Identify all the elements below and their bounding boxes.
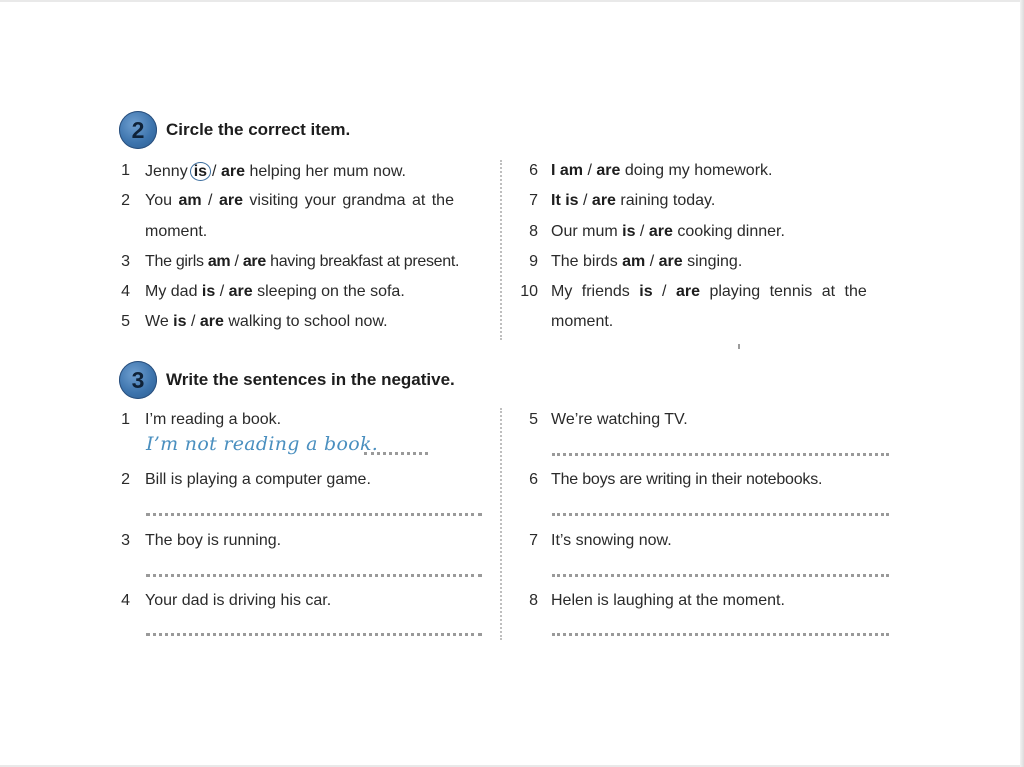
option-separator: /	[639, 223, 645, 240]
item-text	[145, 162, 406, 181]
exercise-2-header	[119, 111, 350, 149]
option-2[interactable]: are	[218, 192, 243, 209]
option-2[interactable]: are	[596, 162, 621, 179]
exercise-2-item-10-continuation: moment.	[551, 313, 614, 330]
item-text	[145, 253, 459, 271]
item-subject: You	[145, 192, 172, 209]
option-1[interactable]: It is	[551, 192, 579, 209]
item-number: 5	[529, 411, 538, 428]
item-sentence: The boys are writing in their notebooks.	[551, 471, 823, 488]
item-text	[551, 162, 772, 180]
item-text	[551, 192, 715, 210]
item-rest: playing tennis at the	[709, 283, 867, 300]
item-number: 2	[121, 471, 130, 488]
exercise-3-number-badge: 3	[119, 361, 157, 399]
option-2[interactable]: are	[220, 163, 245, 180]
answer-line-1[interactable]	[364, 452, 428, 455]
item-sentence: Bill is playing a computer game.	[145, 471, 371, 488]
item-subject: The girls	[145, 253, 204, 270]
option-1[interactable]: is	[201, 283, 216, 300]
answer-line-8[interactable]	[552, 633, 889, 636]
option-2[interactable]: are	[242, 253, 266, 270]
item-text	[551, 283, 867, 301]
item-rest: raining today.	[620, 192, 716, 209]
exercise-2-number-badge: 2	[119, 111, 157, 149]
answer-line-2[interactable]	[146, 513, 482, 516]
item-rest: walking to school now.	[228, 313, 388, 330]
option-separator: /	[649, 253, 655, 270]
print-speck	[738, 344, 740, 349]
exercise-3-title: Write the sentences in the negative.	[166, 370, 455, 389]
item-sentence: It’s snowing now.	[551, 532, 672, 549]
item-rest: doing my homework.	[624, 162, 773, 179]
frame-right-border	[1020, 0, 1024, 767]
option-separator: /	[234, 253, 239, 270]
item-rest: helping her mum now.	[249, 163, 406, 180]
option-1[interactable]: am	[622, 253, 646, 270]
answer-line-5[interactable]	[552, 453, 889, 456]
item-subject: My dad	[145, 283, 198, 300]
item-text	[145, 283, 405, 301]
option-1[interactable]: I am	[551, 162, 584, 179]
item-text	[145, 313, 388, 331]
exercise-2-item-2-continuation: moment.	[145, 223, 208, 240]
item-rest: visiting your grandma at the	[249, 192, 454, 209]
option-1: is	[193, 163, 208, 180]
item-number: 6	[529, 471, 538, 488]
item-text	[551, 223, 785, 241]
option-2[interactable]: are	[675, 283, 700, 300]
answer-line-4[interactable]	[146, 633, 482, 636]
example-answer-handwriting: I’m not reading a book.	[146, 433, 379, 455]
option-2[interactable]: are	[228, 283, 253, 300]
option-2[interactable]: are	[658, 253, 683, 270]
item-number: 4	[121, 283, 130, 300]
item-rest: sleeping on the sofa.	[257, 283, 405, 300]
answer-line-6[interactable]	[552, 513, 889, 516]
item-number: 4	[121, 592, 130, 609]
item-sentence: Helen is laughing at the moment.	[551, 592, 785, 609]
item-number: 8	[529, 223, 538, 240]
item-number: 9	[529, 253, 538, 270]
option-1[interactable]: am	[178, 192, 202, 209]
frame-top-border	[0, 0, 1024, 2]
item-number: 1	[121, 411, 130, 428]
item-text	[145, 192, 454, 210]
exercise-3-header	[119, 361, 455, 399]
option-separator: /	[208, 192, 213, 209]
exercise-2-title: Circle the correct item.	[166, 120, 351, 139]
option-1[interactable]: is	[173, 313, 187, 330]
answer-line-3[interactable]	[146, 574, 482, 577]
option-separator: /	[662, 283, 667, 300]
item-subject: The birds	[551, 253, 618, 270]
item-number: 1	[121, 162, 130, 179]
item-sentence: The boy is running.	[145, 532, 282, 549]
item-rest: singing.	[687, 253, 743, 270]
option-2[interactable]: are	[648, 223, 673, 240]
option-separator: /	[583, 192, 588, 209]
option-separator: /	[587, 162, 592, 179]
item-number: 6	[529, 162, 538, 179]
option-2[interactable]: are	[591, 192, 616, 209]
item-number: 5	[121, 313, 130, 330]
item-sentence: We’re watching TV.	[551, 411, 688, 428]
option-separator: /	[212, 163, 217, 180]
item-number: 3	[121, 253, 130, 270]
option-separator: /	[190, 313, 196, 330]
item-sentence: Your dad is driving his car.	[145, 592, 332, 609]
item-rest: having breakfast at present.	[270, 253, 460, 270]
item-rest: cooking dinner.	[677, 223, 785, 240]
circled-answer-is[interactable]	[190, 162, 211, 181]
item-sentence: I’m reading a book.	[145, 411, 282, 428]
exercise-3-column-divider	[500, 408, 502, 640]
item-text	[551, 253, 742, 271]
option-separator: /	[219, 283, 225, 300]
option-2[interactable]: are	[199, 313, 224, 330]
item-subject: My friends	[551, 283, 630, 300]
option-1[interactable]: am	[207, 253, 231, 270]
item-number: 2	[121, 192, 130, 209]
item-number: 7	[529, 532, 538, 549]
item-subject: Our mum	[551, 223, 618, 240]
item-number: 7	[529, 192, 538, 209]
item-number: 10	[520, 283, 538, 300]
answer-line-7[interactable]	[552, 574, 889, 577]
item-subject: Jenny	[145, 163, 188, 180]
item-number: 3	[121, 532, 130, 549]
exercise-2-column-divider	[500, 160, 502, 340]
item-subject: We	[145, 313, 169, 330]
option-1[interactable]: is	[622, 223, 636, 240]
item-number: 8	[529, 592, 538, 609]
option-1[interactable]: is	[639, 283, 653, 300]
